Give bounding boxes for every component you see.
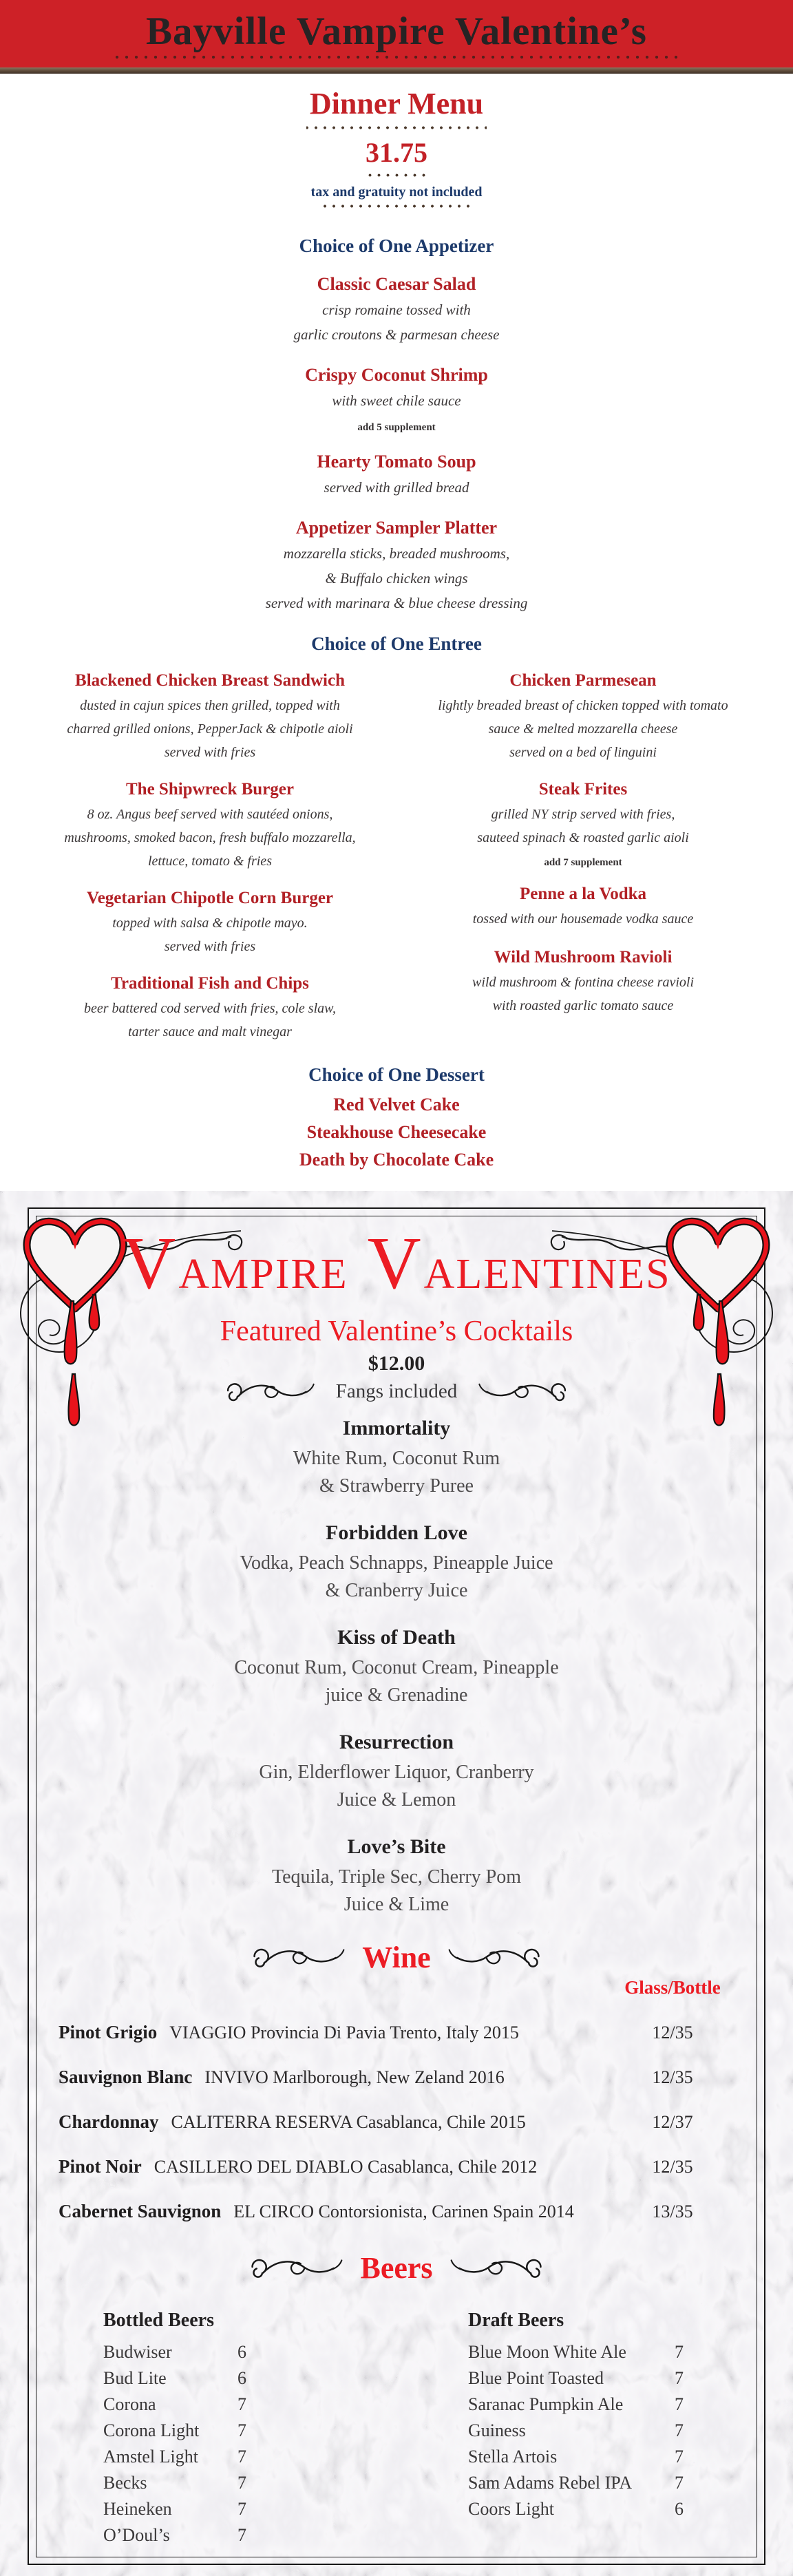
item-description: with roasted garlic tomato sauce	[492, 998, 674, 1013]
beer-row	[468, 2392, 730, 2418]
item-name: Wild Mushroom Ravioli	[494, 948, 673, 967]
beer-price: 7	[237, 2499, 246, 2519]
beer-name: O’Doul’s	[103, 2525, 170, 2545]
item-description: beer battered cod served with fries, cole slaw,	[83, 1001, 337, 1016]
item-description: crisp romaine tossed with	[322, 302, 471, 318]
item-name: The Shipwreck Burger	[126, 780, 294, 799]
menu-item	[0, 274, 793, 347]
wine-row	[59, 2201, 724, 2222]
item-name: Chicken Parmesean	[509, 671, 657, 690]
beer-name: Heineken	[103, 2499, 172, 2519]
wine-description: CASILLERO DEL DIABLO Casablanca, Chile 2012	[154, 2157, 538, 2177]
beer-row	[103, 2365, 330, 2392]
cocktail-ingredients: Juice & Lime	[343, 1894, 450, 1915]
beer-row	[468, 2470, 730, 2496]
beer-price: 7	[675, 2473, 684, 2493]
supplement-note: add 7 supplement	[544, 857, 622, 868]
beer-name: Guiness	[468, 2420, 526, 2440]
item-description: sauteed spinach & roasted garlic aioli	[477, 830, 689, 845]
beer-name: Saranac Pumpkin Ale	[468, 2394, 624, 2414]
cocktail-item	[0, 1730, 793, 1814]
beer-price: 6	[237, 2342, 246, 2362]
wine-price: 13/35	[652, 2202, 693, 2221]
cocktail-ingredients: Coconut Rum, Coconut Cream, Pineapple	[234, 1657, 559, 1678]
entree-left-column	[23, 671, 396, 1059]
wine-row	[59, 2111, 724, 2133]
bottled-beers-list	[103, 2309, 330, 2548]
entree-right-column	[396, 671, 770, 1059]
beer-row	[103, 2418, 330, 2444]
beer-price: 7	[675, 2368, 684, 2388]
beer-name: Amstel Light	[103, 2447, 198, 2467]
wine-heading: Wine	[362, 1940, 431, 1974]
wine-description: VIAGGIO Provincia Di Pavia Trento, Italy 2015	[169, 2023, 519, 2042]
beer-name: Budwiser	[103, 2342, 172, 2362]
dotted-divider	[320, 204, 473, 208]
item-name: Steak Frites	[538, 780, 628, 799]
cocktail-item	[0, 1835, 793, 1919]
dinner-menu-page	[0, 0, 793, 1191]
title-word: VALENTINES	[367, 1223, 671, 1305]
beer-row	[468, 2496, 730, 2522]
beer-row	[103, 2392, 330, 2418]
cocktail-item	[0, 1521, 793, 1605]
appetizer-heading: Choice of One Appetizer	[299, 235, 494, 256]
beer-row	[103, 2496, 330, 2522]
beer-name: Corona Light	[103, 2420, 200, 2440]
item-name: Penne a la Vodka	[519, 885, 647, 903]
cocktail-ingredients: White Rum, Coconut Rum	[293, 1448, 500, 1469]
beer-name: Sam Adams Rebel IPA	[468, 2473, 633, 2493]
menu-item	[396, 947, 770, 1017]
draft-beers-list	[468, 2309, 730, 2548]
wine-description: CALITERRA RESERVA Casablanca, Chile 2015	[171, 2112, 526, 2132]
cocktail-name: Forbidden Love	[326, 1521, 467, 1544]
wine-price: 12/35	[652, 2067, 693, 2087]
entree-heading: Choice of One Entree	[311, 633, 482, 654]
beer-name: Coors Light	[468, 2499, 554, 2519]
fangs-note-row	[0, 1377, 793, 1405]
flourish-right-icon	[443, 1940, 547, 1974]
entree-section	[0, 633, 793, 1059]
wine-name: Pinot Grigio	[59, 2022, 158, 2042]
wine-heading-row	[0, 1939, 793, 1975]
item-description: mushrooms, smoked bacon, fresh buffalo mozzarella,	[64, 830, 356, 845]
wine-description: INVIVO Marlborough, New Zeland 2016	[204, 2067, 505, 2087]
wine-list	[0, 1976, 793, 2222]
restaurant-title: Bayville Vampire Valentine’s	[146, 9, 647, 53]
dessert-section	[0, 1064, 793, 1170]
beer-name: Corona	[103, 2394, 156, 2414]
dessert-heading: Choice of One Dessert	[308, 1064, 485, 1085]
cocktail-ingredients: Tequila, Triple Sec, Cherry Pom	[271, 1866, 522, 1888]
item-description: mozzarella sticks, breaded mushrooms,	[283, 545, 510, 562]
item-description: with sweet chile sauce	[332, 392, 461, 409]
banner-edge-line	[0, 67, 793, 74]
beer-name: Blue Point Toasted	[468, 2368, 604, 2388]
cocktail-content	[0, 1191, 793, 2548]
title-word: VAMPIRE	[122, 1223, 348, 1305]
item-description: wild mushroom & fontina cheese ravioli	[472, 975, 694, 990]
dessert-item: Death by Chocolate Cake	[299, 1150, 494, 1170]
beer-row	[468, 2418, 730, 2444]
menu-item	[23, 973, 396, 1044]
beers-heading: Beers	[360, 2250, 433, 2285]
beer-row	[468, 2339, 730, 2365]
beer-price: 7	[675, 2420, 684, 2440]
dotted-divider	[306, 126, 487, 129]
beer-price: 7	[237, 2420, 246, 2440]
bottled-beers-heading: Bottled Beers	[103, 2310, 214, 2331]
item-description: served with grilled bread	[324, 479, 469, 496]
wine-price: 12/35	[652, 2157, 693, 2177]
dinner-price: 31.75	[366, 137, 427, 168]
menu-item	[0, 365, 793, 434]
menu-item	[0, 452, 793, 500]
beer-row	[468, 2444, 730, 2470]
fangs-included-note: Fangs included	[335, 1380, 458, 1402]
cocktail-ingredients: Juice & Lemon	[337, 1789, 456, 1810]
wine-row	[59, 2067, 724, 2088]
item-description: garlic croutons & parmesan cheese	[293, 326, 500, 343]
beers-heading-row	[0, 2250, 793, 2285]
tax-gratuity-note: tax and gratuity not included	[310, 184, 483, 200]
beer-name: Becks	[103, 2473, 147, 2493]
cocktail-price: $12.00	[368, 1352, 425, 1375]
cocktail-ingredients: Gin, Elderflower Liquor, Cranberry	[259, 1762, 534, 1783]
beer-price: 7	[675, 2342, 684, 2362]
wine-name: Pinot Noir	[59, 2156, 142, 2177]
item-description: sauce & melted mozzarella cheese	[488, 721, 678, 737]
cocktail-list	[0, 1416, 793, 1919]
cocktail-ingredients: & Cranberry Juice	[325, 1580, 468, 1601]
beer-row	[103, 2339, 330, 2365]
wine-price-header-row	[59, 1976, 724, 1998]
item-name: Crispy Coconut Shrimp	[305, 365, 488, 385]
item-name: Classic Caesar Salad	[317, 274, 476, 294]
item-description: charred grilled onions, PepperJack & chipotle aioli	[67, 721, 353, 737]
cocktail-name: Love’s Bite	[347, 1835, 446, 1858]
item-description: & Buffalo chicken wings	[325, 570, 468, 587]
cocktail-ingredients: juice & Grenadine	[325, 1685, 468, 1706]
item-name: Blackened Chicken Breast Sandwich	[75, 671, 345, 690]
vampire-valentines-title	[0, 1224, 793, 1314]
wine-price: 12/35	[652, 2023, 693, 2042]
beer-row	[103, 2444, 330, 2470]
item-description: served with fries	[164, 745, 256, 760]
menu-item	[396, 884, 770, 931]
beer-price: 7	[237, 2447, 246, 2467]
dessert-item: Red Velvet Cake	[333, 1095, 460, 1115]
item-description: 8 oz. Angus beef served with sautéed onions,	[87, 807, 333, 822]
banner-dotted-divider	[111, 55, 681, 59]
wine-name: Sauvignon Blanc	[59, 2067, 193, 2087]
menu-item	[0, 518, 793, 615]
item-description: grilled NY strip served with fries,	[491, 807, 675, 822]
item-description: topped with salsa & chipotle mayo.	[112, 916, 308, 931]
menu-item	[23, 671, 396, 764]
beer-row	[103, 2470, 330, 2496]
menu-item	[396, 671, 770, 764]
item-description: served with fries	[164, 939, 256, 954]
menu-item	[23, 888, 396, 958]
wine-price: 12/37	[652, 2112, 693, 2132]
wine-name: Cabernet Sauvignon	[59, 2201, 222, 2221]
flourish-left-icon	[244, 2250, 348, 2285]
dotted-divider	[364, 173, 430, 177]
wine-name: Chardonnay	[59, 2111, 159, 2132]
dinner-header-section	[0, 87, 793, 208]
cocktail-item	[0, 1416, 793, 1500]
glass-bottle-header: Glass/Bottle	[624, 1977, 721, 1998]
beer-row	[103, 2522, 330, 2548]
draft-beers-heading: Draft Beers	[468, 2310, 564, 2331]
cocktail-name: Resurrection	[339, 1731, 454, 1753]
cocktail-ingredients: Vodka, Peach Schnapps, Pineapple Juice	[240, 1552, 553, 1574]
beer-price: 7	[237, 2473, 246, 2493]
dessert-item: Steakhouse Cheesecake	[306, 1122, 487, 1142]
wine-row	[59, 2022, 724, 2043]
flourish-left-icon	[222, 1375, 318, 1408]
beer-name: Bud Lite	[103, 2368, 167, 2388]
flourish-left-icon	[246, 1940, 350, 1974]
cocktail-menu-page	[0, 1191, 793, 2576]
beer-price: 7	[237, 2525, 246, 2545]
flourish-right-icon	[445, 2250, 549, 2285]
beer-price: 6	[237, 2368, 246, 2388]
wine-description: EL CIRCO Contorsionista, Carinen Spain 2014	[233, 2202, 574, 2221]
item-description: served on a bed of linguini	[509, 745, 657, 760]
cocktail-name: Kiss of Death	[337, 1626, 456, 1649]
beer-price: 7	[675, 2447, 684, 2467]
beer-price: 7	[675, 2394, 684, 2414]
item-description: lightly breaded breast of chicken topped with tomato	[438, 698, 728, 713]
item-name: Traditional Fish and Chips	[111, 974, 309, 993]
cocktail-ingredients: & Strawberry Puree	[319, 1475, 474, 1497]
item-name: Vegetarian Chipotle Corn Burger	[86, 889, 334, 907]
beer-name: Stella Artois	[468, 2447, 558, 2467]
cocktail-item	[0, 1625, 793, 1709]
item-description: dusted in cajun spices then grilled, topped with	[80, 698, 340, 713]
item-description: served with marinara & blue cheese dressing	[265, 595, 528, 611]
item-description: tossed with our housemade vodka sauce	[472, 911, 694, 927]
beer-row	[468, 2365, 730, 2392]
cocktails-subtitle: Featured Valentine’s Cocktails	[220, 1316, 573, 1347]
entree-columns	[0, 671, 793, 1059]
beer-name: Blue Moon White Ale	[468, 2342, 626, 2362]
menu-item	[23, 779, 396, 873]
beer-lists	[103, 2309, 793, 2548]
cocktail-name: Immortality	[342, 1417, 451, 1439]
item-name: Appetizer Sampler Platter	[295, 518, 498, 538]
banner	[0, 0, 793, 67]
item-name: Hearty Tomato Soup	[317, 452, 476, 472]
dinner-menu-heading: Dinner Menu	[309, 87, 484, 120]
item-description: tarter sauce and malt vinegar	[128, 1024, 292, 1039]
flourish-right-icon	[475, 1375, 571, 1408]
beer-price: 6	[675, 2499, 684, 2519]
item-description: lettuce, tomato & fries	[148, 854, 272, 869]
wine-row	[59, 2156, 724, 2177]
supplement-note: add 5 supplement	[357, 422, 436, 433]
beer-price: 7	[237, 2394, 246, 2414]
appetizer-section	[0, 235, 793, 615]
menu-item	[396, 779, 770, 869]
